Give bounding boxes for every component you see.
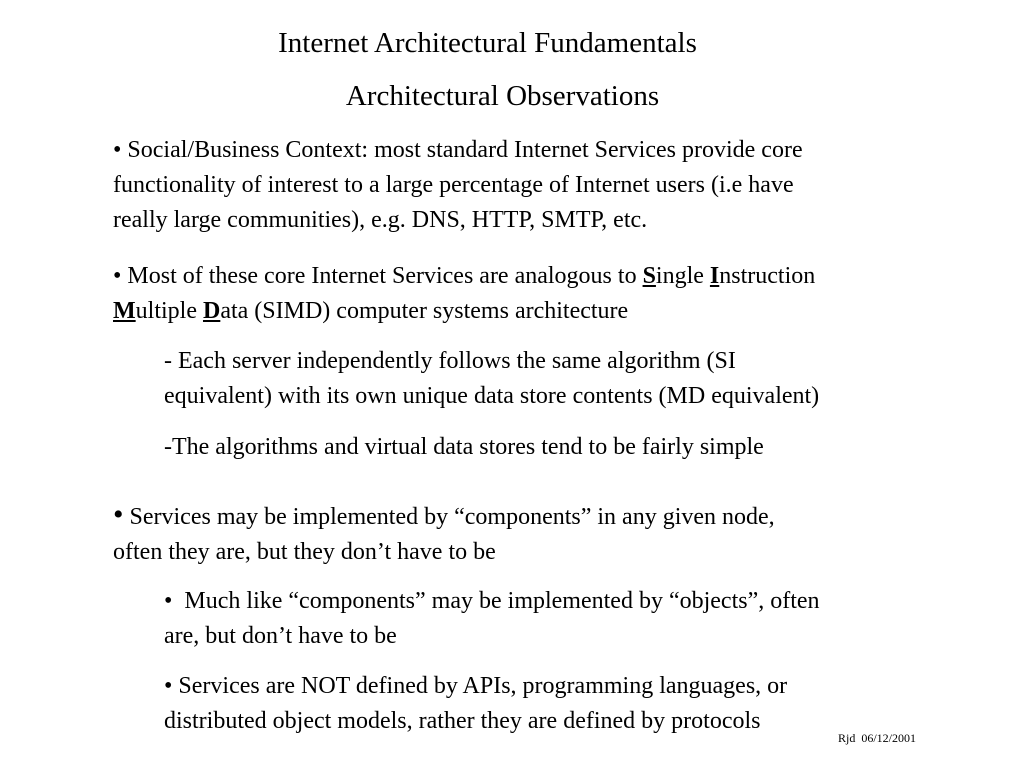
bullet-mark: • xyxy=(164,673,173,699)
sub-bullet-line-1: Much like “components” may be implemented by “objects”, often xyxy=(184,588,820,614)
bullet-text-line-2: often they are, but they don’t have to be xyxy=(113,539,496,565)
sub-bullet-line-2: are, but don’t have to be xyxy=(164,623,397,649)
sub-bullet-objects xyxy=(164,584,820,654)
bullet-text-line-1: Social/Business Context: most standard Internet Services provide core xyxy=(127,137,803,163)
sub-item-line-2: equivalent) with its own unique data store contents (MD equivalent) xyxy=(164,383,820,409)
bullet-text-line-3: really large communities), e.g. DNS, HTTP, SMTP, etc. xyxy=(113,207,648,233)
bullet-text: Most of these core Internet Services are analogous to xyxy=(127,263,643,289)
bullet-simd-analogy xyxy=(113,259,815,329)
bullet-components xyxy=(113,497,775,570)
bullet-social-business-context xyxy=(113,133,803,238)
acronym-letter-d: D xyxy=(202,298,221,324)
bullet-mark: • xyxy=(113,263,122,289)
sub-bullet-line-2: distributed object models, rather they are defined by protocols xyxy=(164,708,761,734)
word-ultiple: ultiple xyxy=(135,298,203,324)
bullet-text-line-1: Services may be implemented by “components” in any given node, xyxy=(129,504,775,530)
acronym-letter-s: S xyxy=(642,263,656,289)
sub-bullet-protocols xyxy=(164,669,787,739)
sub-item-simple-algorithms xyxy=(164,430,764,465)
word-ingle: ingle xyxy=(655,263,710,289)
slide-title: Internet Architectural Fundamentals xyxy=(278,27,697,59)
bullet-mark: • xyxy=(164,588,173,614)
sub-item-line-1: - Each server independently follows the same algorithm (SI xyxy=(164,348,736,374)
acronym-letter-m: M xyxy=(113,298,136,324)
acronym-letter-i: I xyxy=(709,263,720,289)
slide-subtitle: Architectural Observations xyxy=(345,80,660,112)
bullet-text-line-2: functionality of interest to a large percentage of Internet users (i.e have xyxy=(113,172,794,198)
bullet-text-rest: ata (SIMD) computer systems architecture xyxy=(220,298,629,324)
sub-item-server-algorithm xyxy=(164,344,819,414)
footer-author-date: Rjd 06/12/2001 xyxy=(838,731,917,745)
bullet-mark: • xyxy=(113,498,124,531)
sub-bullet-line-1: Services are NOT defined by APIs, programming languages, or xyxy=(178,673,788,699)
bullet-mark: • xyxy=(113,137,122,163)
sub-item-text: -The algorithms and virtual data stores tend to be fairly simple xyxy=(164,434,764,460)
word-nstruction: nstruction xyxy=(719,263,816,289)
